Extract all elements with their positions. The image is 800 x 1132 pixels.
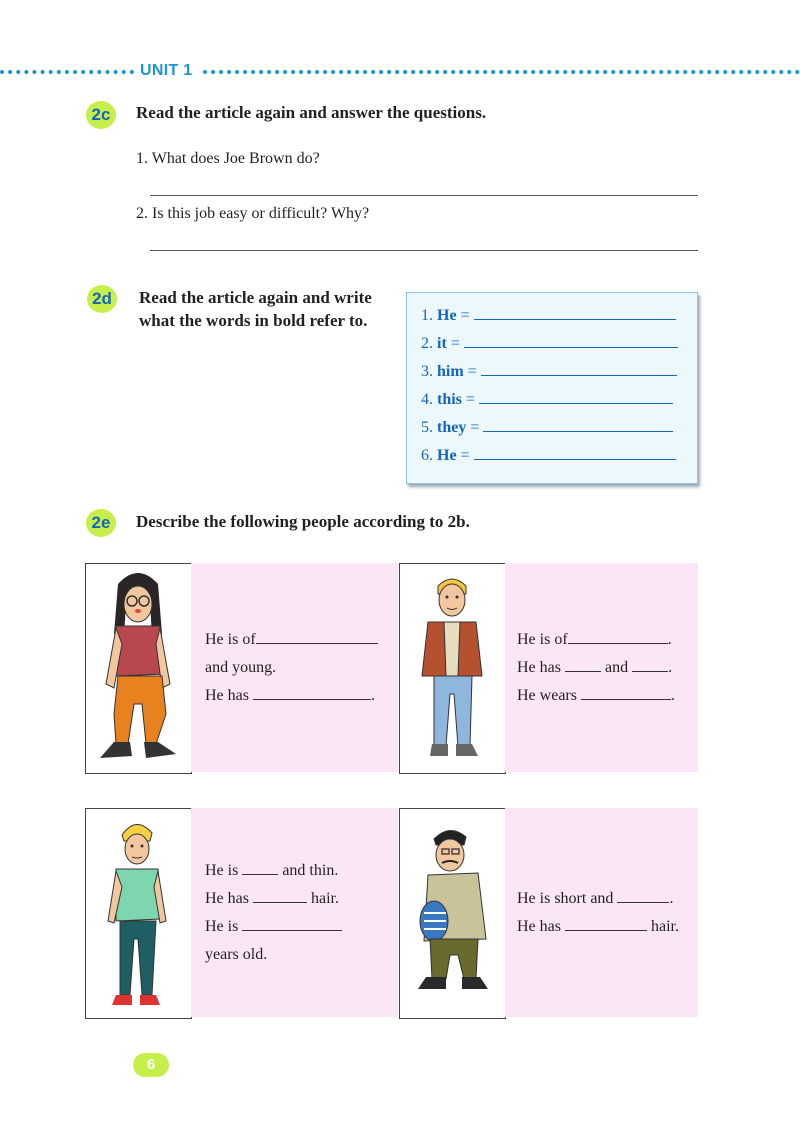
question-2: 2. Is this job easy or difficult? Why? bbox=[136, 205, 370, 222]
blank-field[interactable] bbox=[617, 888, 669, 903]
instruction-2d-line1: Read the article again and write bbox=[139, 288, 372, 307]
person-4-description-panel bbox=[505, 808, 698, 1017]
header-dotted-rule-right bbox=[203, 70, 800, 74]
person-1-line-1: He is of bbox=[205, 626, 378, 654]
blank-field[interactable] bbox=[256, 629, 378, 644]
unit-label: UNIT 1 bbox=[140, 62, 193, 79]
person-4-text bbox=[517, 885, 679, 941]
reference-row: 3. him = bbox=[421, 363, 677, 381]
person-2-line-3: He wears . bbox=[517, 687, 675, 704]
person-1-description-panel bbox=[191, 563, 398, 772]
instruction-2d-line2: what the words in bold refer to. bbox=[139, 311, 368, 330]
person-4-line-1: He is short and . bbox=[517, 890, 674, 907]
short-fat-man-image bbox=[400, 809, 505, 1018]
blank-field[interactable] bbox=[253, 888, 307, 903]
blank-field[interactable] bbox=[565, 916, 647, 931]
reference-word: He bbox=[437, 447, 457, 464]
reference-number: 5. bbox=[421, 419, 433, 436]
reference-answer-line[interactable] bbox=[479, 391, 673, 404]
reference-word: He bbox=[437, 307, 457, 324]
reference-row: 1. He = bbox=[421, 307, 676, 325]
reference-number: 4. bbox=[421, 391, 433, 408]
reference-number: 2. bbox=[421, 335, 433, 352]
person-3-line-1: He is and thin. bbox=[205, 862, 339, 879]
person-1-line-2: and young. bbox=[205, 659, 277, 676]
person-3-illustration bbox=[85, 808, 192, 1019]
instruction-2e: Describe the following people according to 2b. bbox=[136, 512, 470, 531]
reference-number: 3. bbox=[421, 363, 433, 380]
reference-answer-line[interactable] bbox=[474, 307, 676, 320]
reference-box bbox=[406, 292, 698, 484]
badge-2e: 2e bbox=[86, 509, 116, 537]
person-2-illustration bbox=[399, 563, 506, 774]
person-1-line-3: He has . bbox=[205, 687, 375, 704]
reference-row: 2. it = bbox=[421, 335, 678, 353]
person-1-illustration bbox=[85, 563, 192, 774]
person-4-line-2: He has hair. bbox=[517, 918, 679, 935]
answer-line-1[interactable] bbox=[150, 195, 698, 196]
blank-field[interactable] bbox=[242, 916, 342, 931]
blank-field[interactable] bbox=[568, 629, 668, 644]
person-2-text bbox=[517, 626, 675, 710]
reference-answer-line[interactable] bbox=[474, 447, 676, 460]
person-4-illustration bbox=[399, 808, 506, 1019]
instruction-2c: Read the article again and answer the questions. bbox=[136, 103, 487, 122]
reference-answer-line[interactable] bbox=[481, 363, 677, 376]
long-haired-boy-image bbox=[86, 564, 191, 773]
person-3-line-4: years old. bbox=[205, 946, 268, 963]
person-2-description-panel bbox=[505, 563, 698, 772]
reference-number: 1. bbox=[421, 307, 433, 324]
person-2-line-1: He is of . bbox=[517, 631, 672, 648]
reference-answer-line[interactable] bbox=[483, 419, 673, 432]
reference-word: him bbox=[437, 363, 464, 380]
person-3-line-2: He has hair. bbox=[205, 890, 339, 907]
blank-field[interactable] bbox=[581, 685, 671, 700]
reference-word: they bbox=[437, 419, 467, 436]
blank-field[interactable] bbox=[253, 685, 371, 700]
person-3-line-3: He is bbox=[205, 913, 342, 941]
reference-row: 6. He = bbox=[421, 447, 676, 465]
answer-line-2[interactable] bbox=[150, 250, 698, 251]
question-1: 1. What does Joe Brown do? bbox=[136, 150, 320, 167]
header-dotted-rule-left bbox=[0, 70, 134, 74]
blank-field[interactable] bbox=[565, 657, 601, 672]
badge-2c: 2c bbox=[86, 101, 116, 129]
reference-row: 4. this = bbox=[421, 391, 673, 409]
blank-field[interactable] bbox=[632, 657, 668, 672]
thin-boy-image bbox=[86, 809, 191, 1018]
person-3-description-panel bbox=[191, 808, 398, 1017]
blank-field[interactable] bbox=[242, 860, 278, 875]
person-3-text bbox=[205, 857, 342, 969]
page-number: 6 bbox=[133, 1053, 169, 1077]
reference-number: 6. bbox=[421, 447, 433, 464]
reference-answer-line[interactable] bbox=[464, 335, 678, 348]
reference-word: it bbox=[437, 335, 447, 352]
person-2-line-2: He has and . bbox=[517, 659, 673, 676]
person-1-text bbox=[205, 626, 378, 710]
man-in-jacket-image bbox=[400, 564, 505, 773]
reference-row: 5. they = bbox=[421, 419, 673, 437]
reference-word: this bbox=[437, 391, 462, 408]
badge-2d: 2d bbox=[87, 285, 117, 313]
